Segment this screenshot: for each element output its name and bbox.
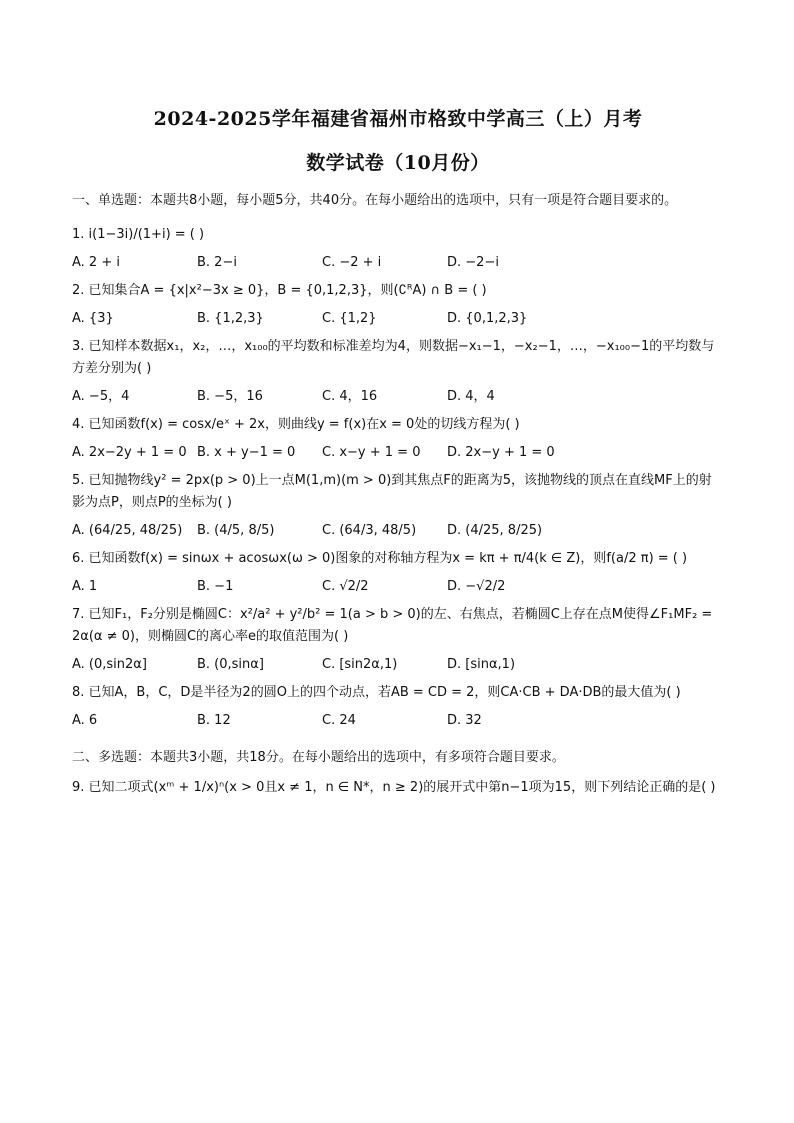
options-1	[72, 252, 724, 274]
option-b: B. −5，16	[197, 389, 263, 404]
section-heading-multiple-choice: 二、多选题：本题共3小题，共18分。在每小题给出的选项中，有多项符合题目要求。	[72, 750, 565, 765]
option-c: C. x−y + 1 = 0	[322, 445, 421, 460]
option-a: A. 2x−2y + 1 = 0	[72, 445, 187, 460]
option-b: B. −1	[197, 579, 234, 594]
option-c: C. 24	[322, 713, 356, 728]
question-3: 3. 已知样本数据x₁，x₂，…，x₁₀₀的平均数和标准差均为4，则数据−x₁−1，−x₂−1，…，−x₁₀₀−1的平均数与方差分别为( )	[72, 339, 715, 376]
options-7	[72, 654, 724, 676]
option-d: D. −2−i	[447, 255, 499, 270]
question-4: 4. 已知函数f(x) = cosx/eˣ + 2x，则曲线y = f(x)在x = 0处的切线方程为( )	[72, 417, 520, 432]
question-2: 2. 已知集合A = {x|x²−3x ≥ 0}，B = {0,1,2,3}，则(∁ᴿA) ∩ B = ( )	[72, 283, 487, 298]
option-a: A. 6	[72, 713, 98, 728]
option-c: C. (64/3, 48/5)	[322, 523, 417, 538]
options-5	[72, 520, 724, 542]
question-9: 9. 已知二项式(xᵐ + 1/x)ⁿ(x > 0且x ≠ 1，n ∈ N*，n ≥ 2)的展开式中第n−1项为15，则下列结论正确的是( )	[72, 780, 716, 795]
option-c: C. {1,2}	[322, 311, 377, 326]
option-d: D. −√2/2	[447, 579, 506, 594]
section-heading-single-choice: 一、单选题：本题共8小题，每小题5分，共40分。在每小题给出的选项中，只有一项是符合题目要求的。	[72, 193, 678, 208]
option-d: D. (4/25, 8/25)	[447, 523, 543, 538]
options-6	[72, 576, 724, 598]
option-b: B. 2−i	[197, 255, 237, 270]
question-1: 1. i(1−3i)/(1+i) = ( )	[72, 227, 205, 242]
option-a: A. 1	[72, 579, 98, 594]
page-subtitle: 数学试卷（10月份）	[306, 152, 490, 174]
options-3	[72, 386, 724, 408]
option-a: A. (64/25, 48/25)	[72, 523, 183, 538]
exam-page	[72, 0, 724, 799]
option-a: A. 2 + i	[72, 255, 120, 270]
option-a: A. −5，4	[72, 389, 130, 404]
option-c: C. −2 + i	[322, 255, 382, 270]
option-c: C. [sin2α,1)	[322, 657, 398, 672]
options-2	[72, 308, 724, 330]
option-b: B. (0,sinα]	[197, 657, 264, 672]
option-a: A. {3}	[72, 311, 114, 326]
question-8: 8. 已知A，B，C，D是半径为2的圆O上的四个动点，若AB = CD = 2，则CA·CB + DA·DB的最大值为( )	[72, 685, 681, 700]
option-d: D. {0,1,2,3}	[447, 311, 528, 326]
option-b: B. {1,2,3}	[197, 311, 264, 326]
question-7: 7. 已知F₁，F₂分别是椭圆C：x²/a² + y²/b² = 1(a > b > 0)的左、右焦点，若椭圆C上存在点M使得∠F₁MF₂ = 2α(α ≠ 0)，则椭圆C的离心率e的取值范围为( )	[72, 607, 713, 644]
option-c: C. √2/2	[322, 579, 369, 594]
option-b: B. 12	[197, 713, 231, 728]
options-8	[72, 710, 724, 732]
option-d: D. [sinα,1)	[447, 657, 516, 672]
option-b: B. (4/5, 8/5)	[197, 523, 275, 538]
options-4	[72, 442, 724, 464]
option-d: D. 32	[447, 713, 482, 728]
option-c: C. 4，16	[322, 389, 378, 404]
question-list	[72, 224, 724, 732]
question-5: 5. 已知抛物线y² = 2px(p > 0)上一点M(1,m)(m > 0)到其焦点F的距离为5，该抛物线的顶点在直线MF上的射影为点P，则点P的坐标为( )	[72, 473, 712, 510]
option-d: D. 4，4	[447, 389, 495, 404]
option-a: A. (0,sin2α]	[72, 657, 147, 672]
question-6: 6. 已知函数f(x) = sinωx + acosωx(ω > 0)图象的对称轴方程为x = kπ + π/4(k ∈ Z)，则f(a/2 π) = ( )	[72, 551, 688, 566]
option-d: D. 2x−y + 1 = 0	[447, 445, 555, 460]
option-b: B. x + y−1 = 0	[197, 445, 296, 460]
page-title: 2024-2025学年福建省福州市格致中学高三（上）月考	[153, 108, 643, 130]
